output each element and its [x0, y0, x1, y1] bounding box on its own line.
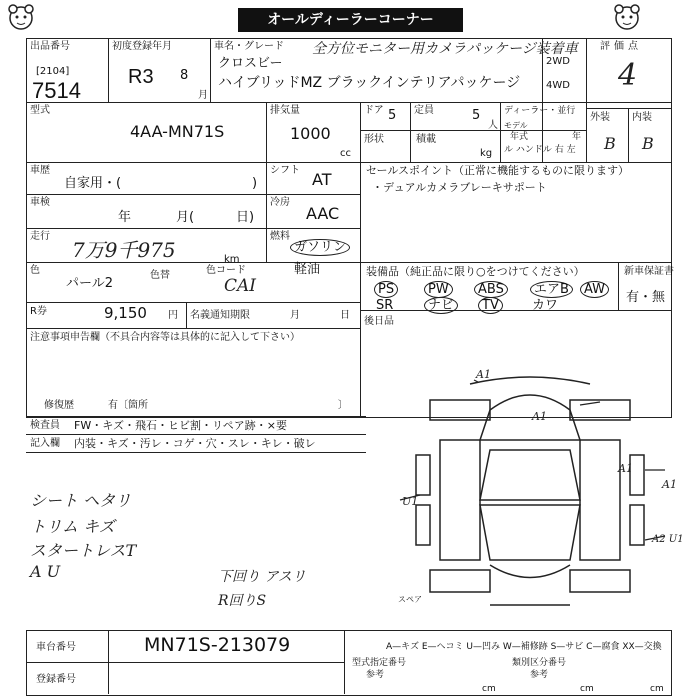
score-ext-value: B [604, 134, 616, 153]
displacement-label: 排気量 [270, 105, 300, 116]
history-label: 車歴 [30, 165, 50, 176]
chassis-box [26, 630, 672, 696]
equipment-abs: ABS [474, 282, 508, 297]
equipment-sr: SR [376, 298, 394, 313]
notice-label: 名義通知期限 [190, 310, 250, 321]
diagram-mark-4: U1 [402, 495, 419, 508]
chassis-label: 車台番号 [36, 642, 76, 653]
repair-value: 有〔箇所 [108, 400, 148, 411]
car-hand-note: 全方位モニター用カメラパッケージ装着車 [312, 41, 578, 57]
mascot-bear-icon-left [6, 2, 36, 32]
diagram-mark-5: A1 [662, 478, 677, 491]
displacement-unit: cc [340, 148, 351, 159]
notice-day: 日 [340, 310, 350, 321]
registration-label: 登録番号 [36, 674, 76, 685]
price-label: R券 [30, 306, 47, 317]
legend-model-label: 型式指定番号 [352, 658, 407, 668]
remarks-label: 注意事項申告欄（不具合内容等は具体的に記入して下さい） [30, 332, 300, 343]
diagram-spare-label: スペア [398, 595, 422, 604]
doors-value: 5 [388, 108, 397, 123]
dealer-year-unit: 年 [572, 132, 582, 142]
capacity-value: 5 [472, 108, 481, 123]
history-value: 自家用・( [64, 176, 122, 191]
displacement-value: 1000 [290, 124, 331, 143]
dealer-label: ディーラー・並行 [504, 106, 576, 116]
hand-note-2: トリム キズ [30, 517, 115, 536]
equipment-navi: ナビ [424, 298, 458, 313]
legend-cm-2: cm [580, 684, 594, 694]
check-row2-label: 記入欄 [30, 438, 60, 449]
warranty-value: 有・無 [626, 290, 666, 305]
inspection-month: 月( [176, 210, 195, 225]
load-label: 積載 [416, 134, 436, 145]
hand-note-5: 下回り アスリ [218, 569, 306, 585]
car-name: クロスビー [218, 56, 283, 71]
fuel-label: 燃料 [270, 231, 290, 242]
hand-note-3: スタートレスT [30, 541, 137, 560]
equipment-tv: TV [478, 298, 503, 313]
legend-cm-3: cm [650, 684, 664, 694]
score-ext-label: 外装 [590, 112, 610, 123]
color-value: パール2 [66, 276, 114, 291]
fuel-diesel: 軽油 [294, 262, 321, 277]
car-damage-diagram [380, 360, 684, 620]
price-unit: 円 [168, 310, 178, 321]
repair-close: 〕 [338, 400, 348, 411]
check-row2-value: 内装・キズ・汚レ・コゲ・穴・スレ・キレ・破レ [74, 437, 316, 450]
mileage-label: 走行 [30, 231, 50, 242]
equipment-label: 装備品（純正品に限り○をつけてください） [366, 265, 585, 278]
check-row1-value: FW・キズ・飛石・ヒビ割・リペア跡・×要 [74, 419, 287, 432]
hand-note-6: R回りS [218, 593, 267, 609]
aircon-label: 冷房 [270, 197, 290, 208]
price-value: 9,150 [104, 304, 147, 322]
legend-ref-left: 参考 [366, 670, 385, 680]
equipment-pw: PW [424, 282, 453, 297]
equipment-airbag: エアB [530, 282, 573, 297]
page-title: オールディーラーコーナー [238, 8, 463, 32]
first-reg-year: R3 [128, 66, 154, 88]
car-label: 車名・グレード [214, 41, 284, 52]
mileage-value: 7万9千975 [72, 238, 176, 262]
legend-class-label: 類別区分番号 [512, 658, 567, 668]
dealer-model-label: モデル [504, 121, 528, 130]
diagram-mark-6: A2 U1 [652, 534, 684, 545]
aircon-value: AAC [306, 204, 340, 223]
repair-label: 修復歴 [44, 400, 74, 411]
hand-note-4: A U [30, 562, 61, 581]
first-reg-month-unit: 月 [198, 90, 208, 101]
chassis-value: MN71S-213079 [144, 634, 291, 656]
color-code-value: CAI [224, 276, 256, 296]
first-reg-label: 初度登録年月 [112, 41, 172, 52]
lot-code: [2104] [36, 66, 70, 77]
rear-items-label: 後日品 [364, 316, 394, 327]
equipment-aw: AW [580, 282, 609, 297]
score-int-label: 内装 [632, 112, 652, 123]
color-label: 色 [30, 265, 40, 276]
shift-value: AT [312, 170, 332, 189]
diagram-mark-2: A1 [532, 410, 547, 423]
model-value: 4AA-MN71S [130, 122, 225, 141]
legend-ref-right: 参考 [530, 670, 549, 680]
legend-cm-1: cm [482, 684, 496, 694]
equipment-leather: カワ [532, 298, 559, 313]
drive-4wd: 4WD [546, 80, 570, 91]
diagram-mark-3: A1 [618, 462, 633, 475]
capacity-unit: 人 [488, 120, 498, 131]
inspection-year: 年 [118, 210, 132, 225]
check-row1-label: 検査員 [30, 420, 60, 431]
mileage-unit: km [224, 254, 240, 265]
lot-number: 7514 [32, 78, 81, 103]
sales-point: ・デュアルカメラブレーキサポート [372, 181, 547, 194]
shift-label: シフト [270, 165, 300, 176]
dealer-year-label: 年式 [510, 132, 529, 142]
drive-2wd: 2WD [546, 56, 570, 67]
history-close: ) [252, 176, 258, 191]
inspection-day: 日) [236, 210, 255, 225]
score-label: 評価点 [600, 41, 642, 52]
fuel-gas: ガソリン [290, 240, 350, 255]
load-unit: kg [480, 148, 493, 159]
score-int-value: B [642, 134, 654, 153]
equipment-ps: PS [374, 282, 398, 297]
score-value: 4 [618, 58, 638, 93]
color-code-label: 色コード [206, 265, 246, 276]
mascot-bear-icon-right [612, 2, 642, 32]
lot-label: 出品番号 [30, 41, 70, 52]
car-grade: ハイブリッドMZ ブラックインテリアパッケージ [218, 75, 521, 91]
hand-note-1: シート ヘタリ [30, 491, 132, 510]
dealer-handle-label: ル ハンドル 右 左 [504, 145, 576, 155]
warranty-label: 新車保証書 [624, 266, 674, 277]
sales-label: セールスポイント（正常に機能するものに限ります） [366, 164, 630, 177]
capacity-label: 定員 [414, 105, 434, 116]
doors-label: ドア [364, 105, 384, 116]
notice-month: 月 [290, 310, 300, 321]
color-type-label: 色替 [150, 270, 170, 281]
model-label: 型式 [30, 105, 50, 116]
diagram-mark-1: A1 [476, 368, 491, 381]
inspection-label: 車検 [30, 197, 50, 208]
shape-label: 形状 [364, 134, 384, 145]
legend-text: A—キズ E—ヘコミ U—凹み W—補修跡 S—サビ C—腐食 XX—交換 [386, 642, 662, 652]
first-reg-month: 8 [180, 68, 189, 83]
